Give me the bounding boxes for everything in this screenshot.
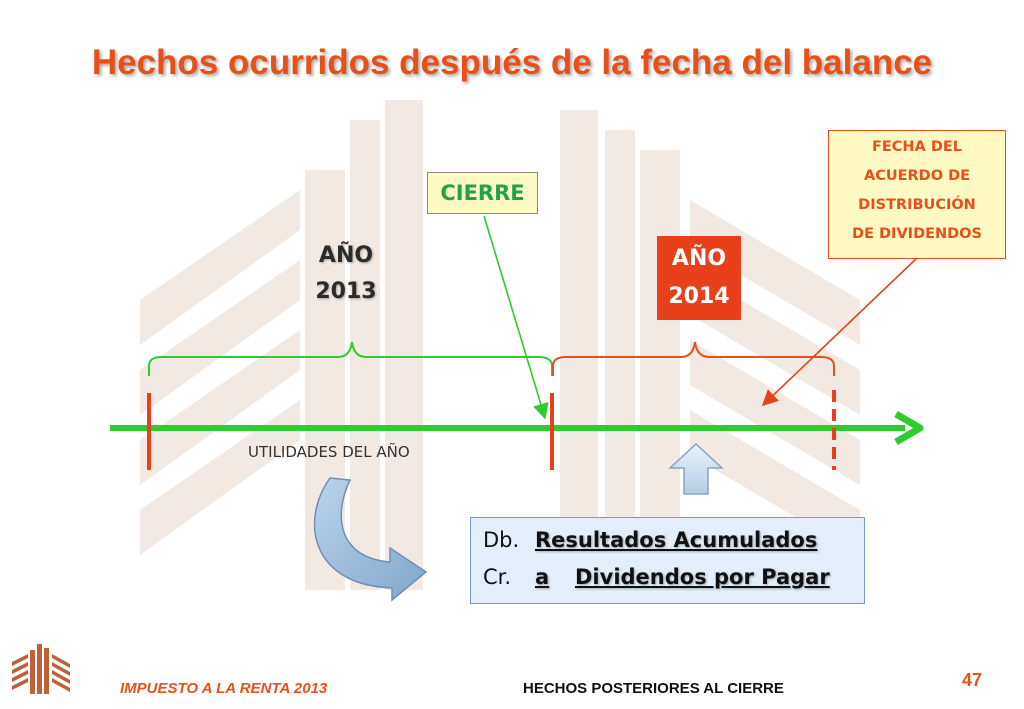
cierre-pointer-arrow xyxy=(484,216,545,418)
debit-row xyxy=(483,528,817,552)
building-logo-icon xyxy=(10,640,72,702)
credit-row xyxy=(483,565,830,589)
debit-account: Resultados Acumulados xyxy=(535,528,818,552)
footer-course-title: IMPUESTO A LA RENTA 2013 xyxy=(120,680,328,697)
slide-title: Hechos ocurridos después de la fecha del balance xyxy=(91,43,933,82)
fecha-pointer-arrow xyxy=(763,258,917,405)
timeline-axis xyxy=(110,414,920,442)
debit-label: Db. xyxy=(483,528,520,552)
cierre-label-box: CIERRE xyxy=(427,172,538,214)
curved-arrow-icon xyxy=(315,478,426,600)
fecha-acuerdo-callout: FECHA DEL ACUERDO DE DISTRIBUCIÓN DE DIVIDENDOS xyxy=(828,130,1006,259)
year-2013-label: AÑO 2013 xyxy=(315,243,377,304)
brace-2013 xyxy=(149,342,552,376)
up-arrow-icon xyxy=(670,444,722,494)
page-number: 47 xyxy=(962,670,983,690)
credit-prefix: a xyxy=(535,565,550,589)
brace-2014 xyxy=(553,342,834,376)
year-2014-label-box: AÑO 2014 xyxy=(657,236,741,320)
credit-label: Cr. xyxy=(483,565,512,589)
footer-section-title: HECHOS POSTERIORES AL CIERRE xyxy=(523,680,784,697)
credit-account: Dividendos por Pagar xyxy=(575,565,830,589)
utilidades-label: UTILIDADES DEL AÑO xyxy=(248,443,410,461)
journal-entry-box xyxy=(470,517,865,604)
